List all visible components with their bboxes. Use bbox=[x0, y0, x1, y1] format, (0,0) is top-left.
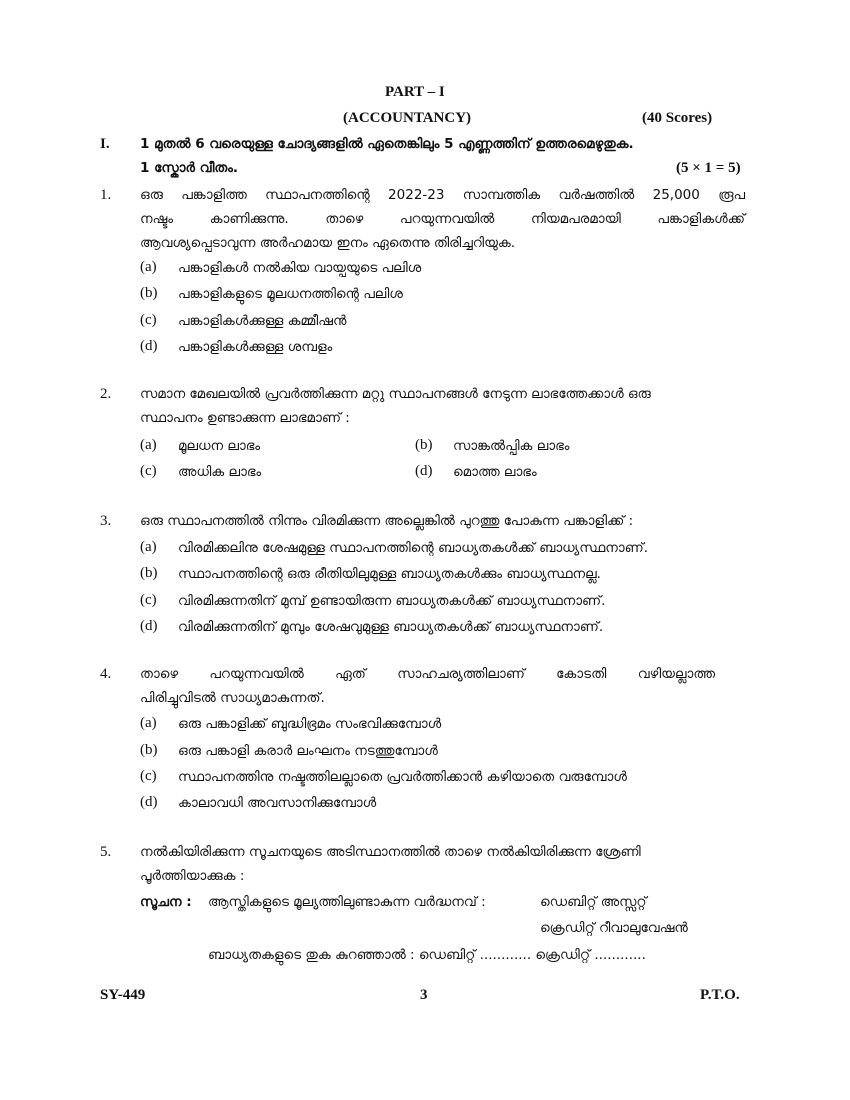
q4-option-d-label: (d) bbox=[140, 794, 158, 810]
q3-option-d-label: (d) bbox=[140, 618, 158, 634]
question-2-line-1: സമാന മേഖലയിൽ പ്രവർത്തിക്കുന്ന മറ്റു സ്ഥാപനങ്ങൾ നേടുന്ന ലാഭത്തേക്കാൾ ഒരു bbox=[140, 386, 651, 402]
score-line: 1 സ്കോർ വീതം. bbox=[140, 160, 239, 176]
q1-option-d-label: (d) bbox=[140, 338, 158, 354]
q4-option-b-text: ഒരു പങ്കാളി കരാർ ലംഘനം നടത്തുമ്പോൾ bbox=[178, 743, 438, 759]
section-instruction: 1 മുതൽ 6 വരെയുള്ള ചോദ്യങ്ങളിൽ ഏതെങ്കിലും 5 എണ്ണത്തിന് ഉത്തരമെഴുതുക. bbox=[140, 136, 634, 152]
section-number: I. bbox=[100, 136, 110, 152]
paper-code: SY-449 bbox=[100, 987, 146, 1003]
part-heading: PART – I bbox=[385, 84, 445, 100]
question-4-line-1: താഴെ പറയുന്നവയിൽ ഏത് സാഹചര്യത്തിലാണ് കോടതി വഴിയല്ലാത്ത bbox=[140, 666, 715, 682]
q3-option-a-text: വിരമിക്കലിനു ശേഷമുള്ള സ്ഥാപനത്തിന്റെ ബാധ്യതകൾക്ക് ബാധ്യസ്ഥനാണ്. bbox=[178, 540, 649, 556]
hint-label: സൂചന : bbox=[140, 894, 192, 910]
q4-option-d-text: കാലാവധി അവസാനിക്കുമ്പോൾ bbox=[178, 795, 377, 811]
subject-heading: (ACCOUNTANCY) bbox=[343, 110, 472, 126]
total-scores: (40 Scores) bbox=[642, 110, 713, 126]
q2-option-d-text: മൊത്ത ലാഭം bbox=[453, 464, 537, 480]
page-number: 3 bbox=[420, 987, 428, 1003]
q4-option-a-label: (a) bbox=[140, 715, 157, 731]
q2-option-c-label: (c) bbox=[140, 463, 157, 479]
question-1-line-3: ആവശ്യപ്പെടാവുന്ന അർഹമായ ഇനം ഏതെന്നു തിരിച്ചറിയുക. bbox=[140, 235, 516, 251]
q1-option-c-label: (c) bbox=[140, 312, 157, 328]
question-3-number: 3. bbox=[100, 513, 112, 529]
question-5-line-2: പൂർത്തിയാക്കുക : bbox=[140, 868, 245, 884]
q2-option-b-label: (b) bbox=[415, 437, 433, 453]
please-turn-over: P.T.O. bbox=[700, 987, 740, 1003]
question-4-line-2: പിരിച്ചുവിടൽ സാധ്യമാകുന്നത്. bbox=[140, 690, 325, 706]
question-4-number: 4. bbox=[100, 666, 112, 682]
q2-option-a-label: (a) bbox=[140, 437, 157, 453]
q2-option-c-text: അധിക ലാഭം bbox=[178, 464, 262, 480]
q1-option-a-label: (a) bbox=[140, 259, 157, 275]
q4-option-b-label: (b) bbox=[140, 742, 158, 758]
hint-debit: ഡെബിറ്റ് അസ്സറ്റ് bbox=[540, 894, 647, 910]
question-3-line-1: ഒരു സ്ഥാപനത്തിൽ നിന്നും വിരമിക്കുന്ന അല്ലെങ്കിൽ പുറത്തു പോകുന്ന പങ്കാളിക്ക് : bbox=[140, 513, 634, 529]
question-1-line-1: ഒരു പങ്കാളിത്ത സ്ഥാപനത്തിന്റെ 2022-23 സാമ്പത്തിക വർഷത്തിൽ 25,000 രൂപ bbox=[140, 187, 745, 203]
hint-credit: ക്രെഡിറ്റ് റീവാലുവേഷൻ bbox=[540, 920, 688, 936]
q1-option-c-text: പങ്കാളികൾക്കുള്ള കമ്മീഷൻ bbox=[178, 313, 347, 329]
q3-option-a-label: (a) bbox=[140, 539, 157, 555]
q4-option-a-text: ഒരു പങ്കാളിക്ക് ബുദ്ധിഭ്രമം സംഭവിക്കുമ്പോൾ bbox=[178, 716, 442, 732]
series-task: ബാധ്യതകളുടെ തുക കുറഞ്ഞാൽ : ഡെബിറ്റ് ............ ക്രെഡിറ്റ് ............ bbox=[208, 947, 646, 963]
q1-option-a-text: പങ്കാളികൾ നൽകിയ വായ്പയുടെ പലിശ bbox=[178, 260, 422, 276]
q1-option-d-text: പങ്കാളികൾക്കുള്ള ശമ്പളം bbox=[178, 339, 333, 355]
q2-option-b-text: സാങ്കൽപ്പിക ലാഭം bbox=[453, 438, 570, 454]
question-2-line-2: സ്ഥാപനം ഉണ്ടാക്കുന്ന ലാഭമാണ് : bbox=[140, 410, 350, 426]
q3-option-b-text: സ്ഥാപനത്തിന്റെ ഒരു രീതിയിലുമുള്ള ബാധ്യതകൾക്കും ബാധ്യസ്ഥനല്ല. bbox=[178, 566, 601, 582]
q1-option-b-text: പങ്കാളികളുടെ മൂലധനത്തിന്റെ പലിശ bbox=[178, 286, 403, 302]
q4-option-c-label: (c) bbox=[140, 768, 157, 784]
q1-option-b-label: (b) bbox=[140, 285, 158, 301]
q2-option-d-label: (d) bbox=[415, 463, 433, 479]
q3-option-c-text: വിരമിക്കുന്നതിന് മുമ്പ് ഉണ്ടായിരുന്ന ബാധ്യതകൾക്ക് ബാധ്യസ്ഥനാണ്. bbox=[178, 593, 606, 609]
question-1-line-2: നഷ്ടം കാണിക്കുന്നു. താഴെ പറയുന്നവയിൽ നിയമപരമായി പങ്കാളികൾക്ക് bbox=[140, 211, 745, 227]
q3-option-c-label: (c) bbox=[140, 592, 157, 608]
section-marks: (5 × 1 = 5) bbox=[676, 160, 741, 176]
question-1-number: 1. bbox=[100, 187, 112, 203]
q2-option-a-text: മൂലധന ലാഭം bbox=[178, 438, 261, 454]
question-2-number: 2. bbox=[100, 386, 112, 402]
hint-text: ആസ്തികളുടെ മൂല്യത്തിലുണ്ടാകുന്ന വർദ്ധനവ് : bbox=[208, 894, 486, 910]
q4-option-c-text: സ്ഥാപനത്തിനു നഷ്ടത്തിലല്ലാതെ പ്രവർത്തിക്കാൻ കഴിയാതെ വരുമ്പോൾ bbox=[178, 769, 627, 785]
q3-option-b-label: (b) bbox=[140, 565, 158, 581]
q3-option-d-text: വിരമിക്കുന്നതിന് മുമ്പും ശേഷവുമുള്ള ബാധ്യതകൾക്ക് ബാധ്യസ്ഥനാണ്. bbox=[178, 619, 604, 635]
question-5-number: 5. bbox=[100, 844, 112, 860]
question-5-line-1: നൽകിയിരിക്കുന്ന സൂചനയുടെ അടിസ്ഥാനത്തിൽ താഴെ നൽകിയിരിക്കുന്ന ശ്രേണി bbox=[140, 844, 641, 860]
